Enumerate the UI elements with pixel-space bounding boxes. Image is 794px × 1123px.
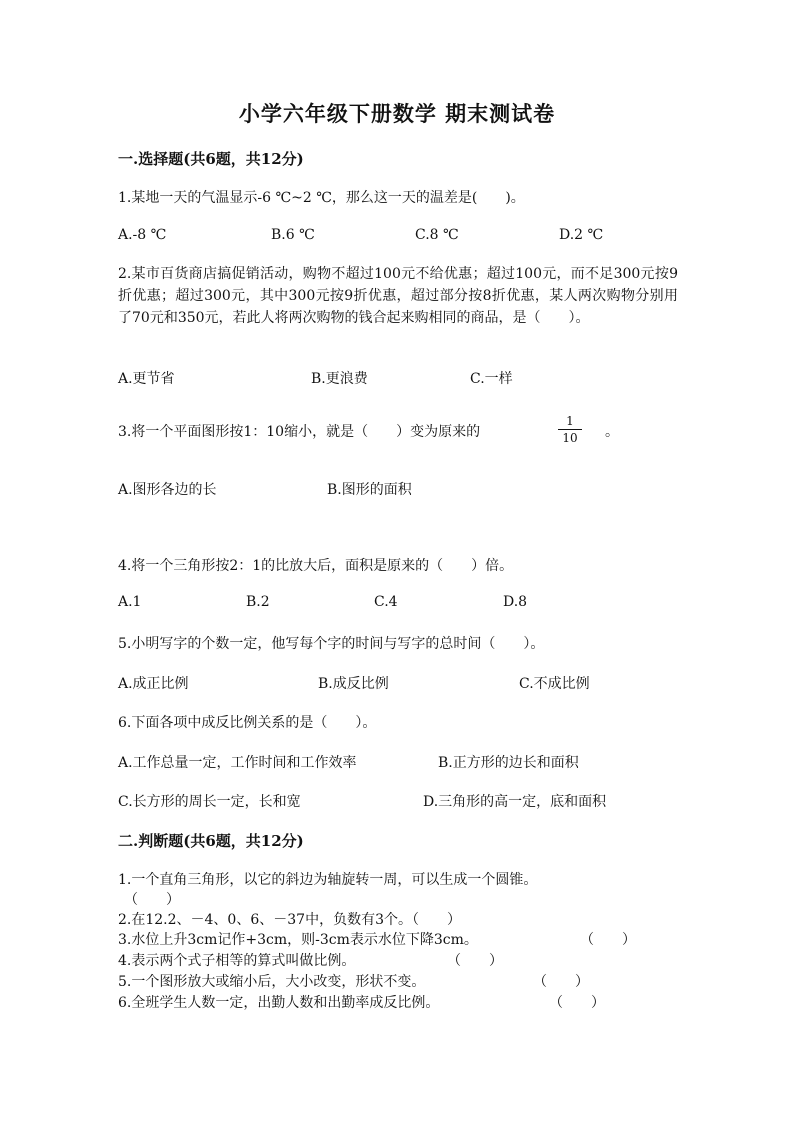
question-6-stem: 6.下面各项中成反比例关系的是（ ）。	[118, 715, 377, 731]
q5-option-b: B.成反比例	[318, 676, 389, 692]
q4-option-c: C.4	[374, 594, 398, 610]
judge-item-5: 5.一个图形放大或缩小后，大小改变，形状不变。	[118, 974, 426, 990]
question-4-stem: 4.将一个三角形按2：1的比放大后，面积是原来的（ ）倍。	[118, 558, 514, 574]
q6-option-b: B.正方形的边长和面积	[438, 755, 579, 771]
judge-item-3: 3.水位上升3cm记作+3cm，则-3cm表示水位下降3cm。	[118, 932, 478, 948]
judge-item-4: 4.表示两个式子相等的算式叫做比例。	[118, 953, 356, 969]
section-heading-choice: 一.选择题(共6题，共12分)	[118, 150, 304, 168]
fraction-numerator: 1	[566, 414, 574, 428]
page-title: 小学六年级下册数学 期末测试卷	[238, 101, 556, 126]
fraction-denominator: 10	[562, 431, 578, 445]
q1-option-d: D.2 ℃	[559, 227, 604, 243]
q5-option-a: A.成正比例	[118, 676, 189, 692]
q3-option-a: A.图形各边的长	[118, 482, 217, 498]
judge-item-1-blank: （ ）	[124, 892, 180, 908]
q2-option-c: C.一样	[470, 371, 513, 387]
q2-option-b: B.更浪费	[311, 371, 368, 387]
judge-item-1: 1.一个直角三角形，以它的斜边为轴旋转一周，可以生成一个圆锥。	[118, 872, 538, 888]
q6-option-c: C.长方形的周长一定，长和宽	[118, 794, 301, 810]
q5-option-c: C.不成比例	[519, 676, 590, 692]
q6-option-d: D.三角形的高一定，底和面积	[423, 794, 607, 810]
judge-item-4-blank: （ ）	[447, 953, 503, 969]
judge-item-2: 2.在12.2、－4、0、6、－37中，负数有3个。（ ）	[118, 912, 461, 928]
q3-option-b: B.图形的面积	[327, 482, 412, 498]
q1-option-b: B.6 ℃	[271, 227, 315, 243]
q4-option-d: D.8	[503, 594, 528, 610]
question-3-stem-end: 。	[605, 424, 619, 440]
question-5-stem: 5.小明写字的个数一定，他写每个字的时间与写字的总时间（ ）。	[118, 636, 545, 652]
q4-option-b: B.2	[246, 594, 270, 610]
question-1-stem: 1.某地一天的气温显示-6 ℃~2 ℃，那么这一天的温差是( )。	[118, 190, 525, 206]
judge-item-6-blank: （ ）	[549, 995, 605, 1011]
q1-option-a: A.-8 ℃	[118, 227, 167, 243]
fraction-one-tenth	[558, 414, 582, 445]
fraction-bar	[558, 429, 582, 430]
judge-item-5-blank: （ ）	[533, 974, 589, 990]
judge-item-6: 6.全班学生人数一定，出勤人数和出勤率成反比例。	[118, 995, 440, 1011]
judge-item-3-blank: （ ）	[580, 932, 636, 948]
q2-option-a: A.更节省	[118, 371, 175, 387]
question-2-stem: 2.某市百货商店搞促销活动，购物不超过100元不给优惠；超过100元，而不足300元按9折优惠；超过300元，其中300元按9折优惠，超过部分按8折优惠，某人两次购物分别用了70元和350元，若此人将两次购物的钱合起来购相同的商品，是（ ）。	[118, 266, 678, 326]
q1-option-c: C.8 ℃	[415, 227, 459, 243]
question-3-stem: 3.将一个平面图形按1：10缩小，就是（ ）变为原来的	[118, 424, 481, 440]
q6-option-a: A.工作总量一定，工作时间和工作效率	[118, 755, 357, 771]
q4-option-a: A.1	[118, 594, 142, 610]
section-heading-judgement: 二.判断题(共6题，共12分)	[118, 832, 304, 850]
